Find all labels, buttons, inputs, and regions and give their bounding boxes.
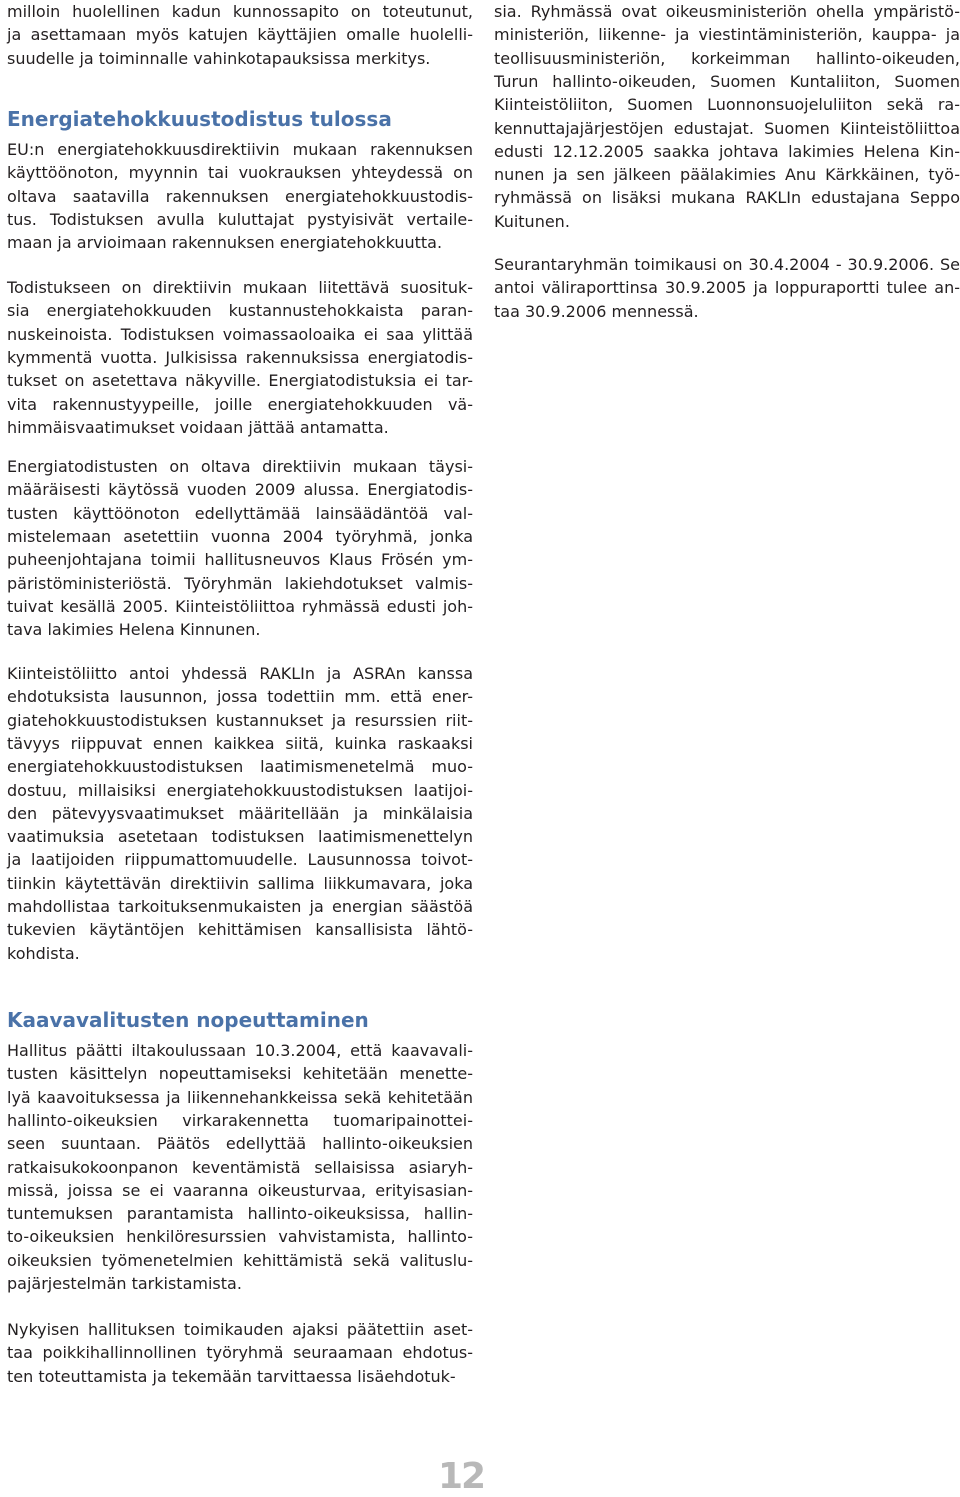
text-line: käyttöönoton, myynnin tai vuokrauksen yhteydessä on <box>7 163 473 183</box>
text-line: vaatimuksia asetetaan todistuksen laatimismenettelyn <box>7 827 473 847</box>
text-line: missä, joissa se ei vaaranna oikeusturvaa, erityisasian- <box>7 1180 473 1200</box>
text-line: ten toteuttamista ja tekemään tarvittaessa lisäehdotuk- <box>7 1366 456 1386</box>
text-line: Nykyisen hallituksen toimikauden ajaksi päätettiin aset- <box>7 1320 473 1339</box>
text-line: sia energiatehokkuuden kustannustehokkaista paran- <box>7 301 473 321</box>
text-line: kohdista. <box>7 943 80 963</box>
text-line: Todistukseen on direktiivin mukaan liitettävä suosituk- <box>7 278 473 297</box>
text-line: Kiinteistöliitto antoi yhdessä RAKLIn ja ASRAn kanssa <box>7 664 473 683</box>
text-line: tukset on asetettava näkyville. Energiatodistuksia ei tar- <box>7 371 473 391</box>
text-line: dostuu, millaisiksi energiatehokkuustodistuksen laatijoi- <box>7 780 473 800</box>
text-line: Hallitus päätti iltakoulussaan 10.3.2004, että kaavavali- <box>7 1041 473 1060</box>
text-line: antoi väliraporttinsa 30.9.2005 ja loppuraportti tulee an- <box>494 278 960 298</box>
text-line: to-oikeuksien henkilöresurssien vahvistamista, hallinto- <box>7 1227 473 1247</box>
text-line: Kuitunen. <box>494 211 570 231</box>
text-line: tävyys riippuvat ennen kaikkea siitä, kuinka raskaaksi <box>7 733 473 753</box>
text-line: ministeriön, liikenne- ja viestintäministeriön, kauppa- ja <box>494 25 960 45</box>
text-line: Turun hallinto-oikeuden, Suomen Kuntaliiton, Suomen <box>494 71 960 91</box>
text-line: edusti 12.12.2005 saakka johtava lakimies Helena Kin- <box>494 141 960 161</box>
text-line: himmäisvaatimukset voidaan jättää antamatta. <box>7 417 389 437</box>
page-number: 12 <box>438 1456 485 1497</box>
text-line: ratkaisukokoonpanon keventämistä sellaisissa asiaryh- <box>7 1157 473 1177</box>
text-line: ehdotuksista lausunnon, jossa todettiin mm. että ener- <box>7 687 473 707</box>
text-line: suudelle ja toiminnalle vahinkotapauksissa merkitys. <box>7 48 431 68</box>
text-line: tuntemuksen parantamista hallinto-oikeuksissa, hallin- <box>7 1204 473 1224</box>
text-line: hallinto-oikeuksien virkarakennetta tuomaripainottei- <box>7 1110 473 1130</box>
section-heading: Energiatehokkuustodistus tulossa <box>7 107 392 131</box>
text-line: tus. Todistuksen avulla kuluttajat pystyisivät vertaile- <box>7 209 473 229</box>
text-line: milloin huolellinen kadun kunnossapito on toteutunut, <box>7 2 473 21</box>
text-line: pajärjestelmän tarkistamista. <box>7 1274 242 1293</box>
text-line: tiinkin käytettävän direktiivin sallima liikkumavara, joka <box>7 873 473 893</box>
text-line: oikeuksien työmenetelmien kehittämistä sekä valituslu- <box>7 1250 473 1270</box>
text-line: maan ja arvioimaan rakennuksen energiatehokkuutta. <box>7 233 443 253</box>
text-line: nuskeinoista. Todistuksen voimassaoloaika ei saa ylittää <box>7 324 473 344</box>
text-line: tuivat kesällä 2005. Kiinteistöliittoa ryhmässä edusti joh- <box>7 596 473 616</box>
text-line: taa poikkihallinnollinen työryhmä seuraamaan ehdotus- <box>7 1343 473 1363</box>
text-line: tukevien käytäntöjen kehittämisen kansallisista lähtö- <box>7 920 473 940</box>
text-line: kennuttajajärjestöjen edustajat. Suomen Kiinteistöliittoa <box>494 118 960 138</box>
text-line: mistelemaan asetettiin vuonna 2004 työryhmä, jonka <box>7 526 473 546</box>
text-line: energiatehokkuustodistuksen laatimismenetelmä muo- <box>7 757 473 777</box>
text-line: päristöministeriöstä. Työryhmän lakiehdotukset valmis- <box>7 573 473 593</box>
text-line: teollisuusministeriön, korkeimman hallinto-oikeuden, <box>494 48 960 68</box>
text-line: lyä kaavoituksessa ja liikennehankkeissa sekä kehitetään <box>7 1087 473 1107</box>
text-line: sia. Ryhmässä ovat oikeusministeriön ohella ympäristö- <box>494 2 960 21</box>
text-line: ja asettamaan myös katujen käyttäjien omalle huolelli- <box>7 25 473 45</box>
text-line: puheenjohtajana toimii hallitusneuvos Klaus Frösén ym- <box>7 550 473 570</box>
text-line: tava lakimies Helena Kinnunen. <box>7 620 261 640</box>
text-line: Seurantaryhmän toimikausi on 30.4.2004 - 30.9.2006. Se <box>494 255 960 274</box>
text-line: tusten käyttöönoton edellyttämää lainsäädäntöä val- <box>7 503 473 523</box>
text-line: den pätevyysvaatimukset määritellään ja minkälaisia <box>7 803 473 823</box>
text-line: mahdollistaa tarkoituksenmukaisten ja energian säästöä <box>7 897 473 916</box>
text-line: Kiinteistöliiton, Suomen Luonnonsuojeluliiton sekä ra- <box>494 95 960 115</box>
text-line: tusten käsittelyn nopeuttamiseksi kehitetään menette- <box>7 1064 473 1084</box>
text-line: Energiatodistusten on oltava direktiivin mukaan täysi- <box>7 457 473 476</box>
text-line: seen suuntaan. Päätös edellyttää hallinto-oikeuksien <box>7 1134 473 1154</box>
text-line: nunen ja sen jälkeen päälakimies Anu Kärkkäinen, työ- <box>494 165 960 185</box>
text-line: ja laatijoiden riippumattomuudelle. Lausunnossa toivot- <box>7 850 473 870</box>
text-line: ryhmässä on lisäksi mukana RAKLIn edustajana Seppo <box>494 188 960 208</box>
section-heading: Kaavavalitusten nopeuttaminen <box>7 1008 369 1032</box>
text-line: kymmentä vuotta. Julkisissa rakennuksissa energiatodis- <box>7 347 473 367</box>
text-line: vita rakennustyypeille, joille energiatehokkuuden vä- <box>7 394 473 414</box>
text-line: giatehokkuustodistuksen kustannukset ja resurssien riit- <box>7 710 473 730</box>
text-line: taa 30.9.2006 mennessä. <box>494 301 699 321</box>
text-line: oltava saatavilla rakennuksen energiatehokkuustodis- <box>7 186 473 206</box>
text-line: EU:n energiatehokkuusdirektiivin mukaan rakennuksen <box>7 140 473 159</box>
text-line: määräisesti käytössä vuoden 2009 alussa. Energiatodis- <box>7 480 473 500</box>
